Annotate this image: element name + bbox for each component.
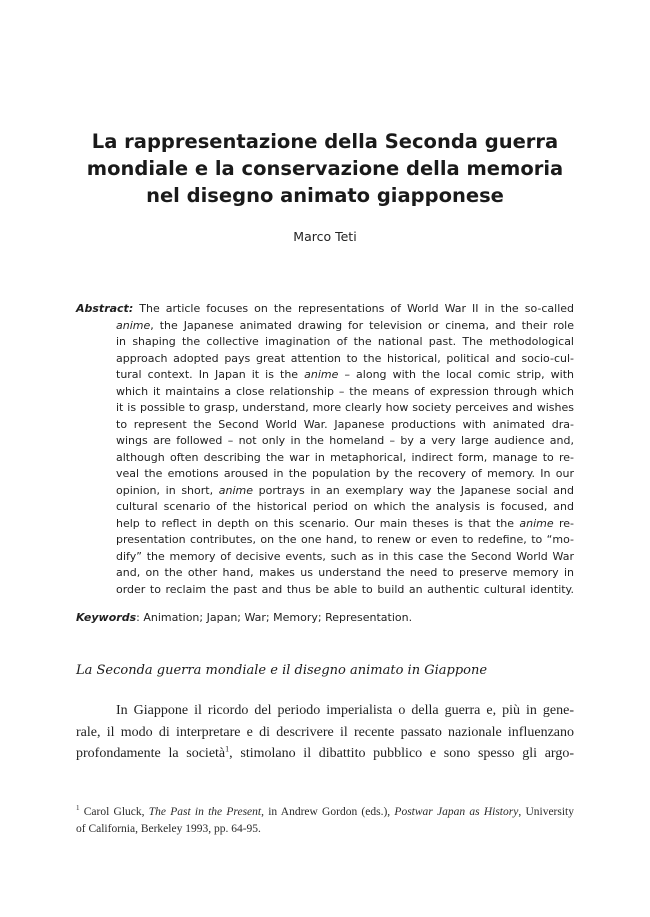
keywords-label: Keywords (76, 611, 137, 624)
abstract-line-8: to represent the Second World War. Japanese productions with animated dra- (116, 417, 574, 431)
abstract-line-10: although often describing the war in metaphorical, indirect form, manage to re- (116, 450, 574, 464)
body-paragraph (76, 700, 574, 765)
footnote-line-2: of California, Berkeley 1993, pp. 64-95. (76, 823, 261, 835)
body-line-3: profondamente la società$^1$, stimolano il dibattito pubblico e sono spesso gli argo- (76, 744, 575, 761)
paper-title (60, 128, 590, 209)
abstract-line-16: dify” the memory of decisive events, such as in this case the Second World War (116, 549, 574, 563)
footnote-marker: 1 (76, 804, 80, 813)
abstract-line-15: presentation contributes, on the one hand, to renew or even to redefine, to “mo- (116, 533, 574, 546)
abstract-line-11: veal the emotions aroused in the population by the recovery of memory. In our (116, 467, 574, 480)
body-line-2: rale, il modo di interpretare e di descrivere il recente passato nazionale influenzano (76, 724, 574, 740)
abstract-line-7: it is possible to grasp, understand, more clearly how society perceives and wishes (116, 401, 574, 414)
keywords-text: : Animation; Japan; War; Memory; Representation. (136, 611, 413, 624)
author-name: Marco Teti (293, 229, 357, 244)
title-line-1: La rappresentazione della Seconda guerra (91, 130, 559, 153)
keywords-line (76, 610, 574, 626)
abstract-line-17: and, on the other hand, makes us understand the need to preserve memory in (116, 566, 574, 579)
abstract-line-2: anime, the Japanese animated drawing for television or cinema, and their role (116, 318, 574, 332)
title-line-2: mondiale e la conservazione della memoria (86, 157, 564, 180)
footnote (76, 804, 574, 838)
body-line-1: In Giappone il ricordo del periodo imperialista o della guerra e, più in gene- (116, 703, 574, 718)
abstract-line-4: approach adopted pays great attention to the historical, political and socio-cul- (116, 351, 574, 365)
abstract-line-9: wings are followed – not only in the homeland – by a very large audience and, (116, 434, 574, 447)
footnote-line-1: $^1$ Carol Gluck, The Past in the Present, in Andrew Gordon (eds.), Postwar Japan as History, University (76, 804, 574, 818)
abstract-block (76, 301, 574, 598)
abstract-line-1: Abstract: The article focuses on the representations of World War II in the so-called (76, 302, 574, 315)
footnote-reference: 1 (225, 744, 230, 754)
abstract-line-13: cultural scenario of the historical period on which the analysis is focused, and (116, 500, 574, 513)
abstract-line-5: tural context. In Japan it is the anime – along with the local comic strip, with (116, 368, 575, 381)
abstract-label: Abstract: (76, 302, 134, 315)
abstract-line-6: which it maintains a close relationship – the means of expression through which (116, 384, 574, 398)
abstract-line-12: opinion, in short, anime portrays in an exemplary way the Japanese social and (116, 483, 575, 497)
abstract-line-3: in shaping the collective imagination of the national past. The methodological (116, 335, 574, 348)
abstract-line-14: help to reflect in depth on this scenario. Our main theses is that the anime re- (116, 516, 574, 530)
abstract-line-18: order to reclaim the past and thus be able to build an authentic cultural identity. (116, 582, 574, 596)
title-line-3: nel disegno animato giapponese (146, 184, 504, 207)
section-heading: La Seconda guerra mondiale e il disegno animato in Giappone (76, 663, 488, 678)
